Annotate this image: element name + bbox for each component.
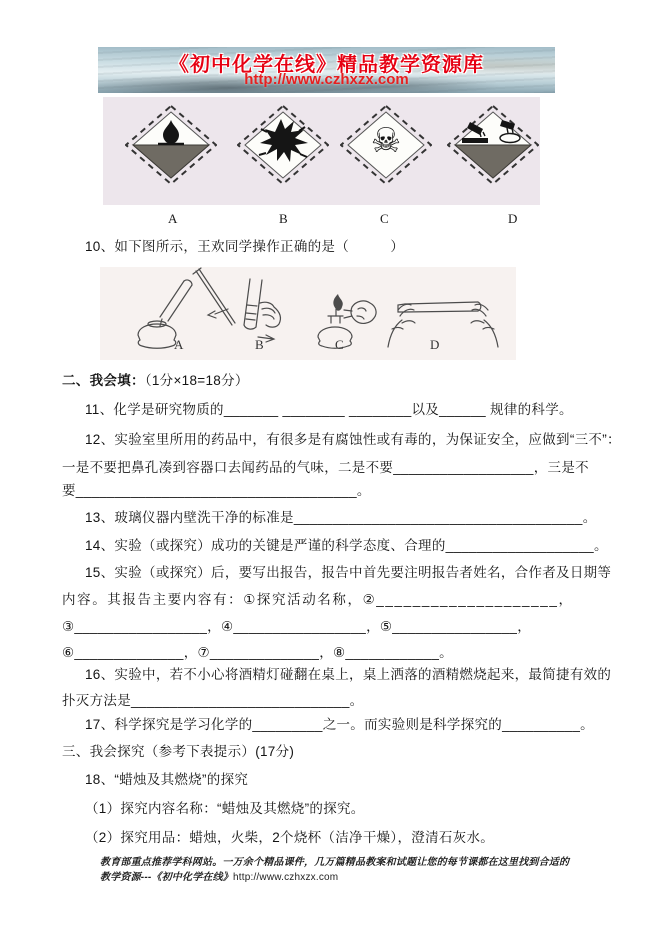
question-14-text: 14、实验（或探究）成功的关键是严谨的科学态度、合理的___________________。 <box>85 538 608 553</box>
hazard-label-d: D <box>508 211 518 226</box>
lab-operations-figure <box>100 267 516 360</box>
lab-label-d: D <box>430 337 440 352</box>
question-18-title: 18、“蜡烛及其燃烧”的探究 <box>85 772 249 787</box>
question-18-item-1: （1）探究内容名称：“蜡烛及其燃烧”的探究。 <box>85 801 365 816</box>
explosive-symbol-icon <box>237 105 329 185</box>
question-12-line-1: 12、实验室里所用的药品中，有很多是有腐蚀性或有毒的，为保证安全，应做到“三不”： <box>85 432 621 447</box>
question-15-line-3: ③_________________，④_________________，⑤________________， <box>62 619 532 634</box>
question-10-text: 10、如下图所示，王欢同学操作正确的是（ ） <box>85 239 405 254</box>
question-15-line-2: 内容。其报告主要内容有：①探究活动名称，②____________________， <box>62 592 574 607</box>
footer-line-2-text: 教学资源---《初中化学在线》 <box>100 872 233 883</box>
question-11-text: 11、化学是研究物质的_______ ________ ________以及______ 规律的科学。 <box>85 402 573 417</box>
banner-url-link[interactable]: http://www.czhxzx.com <box>244 71 409 88</box>
footer-line-1: 教育部重点推荐学科网站。一万余个精品课件，几万篇精品教案和试题让您的每节课都在这里找到合适的 <box>100 857 570 868</box>
site-banner <box>98 47 555 93</box>
corrosive-symbol-icon <box>447 105 539 185</box>
question-13-text: 13、玻璃仪器内壁洗干净的标准是_____________________________________。 <box>85 510 597 525</box>
footer-promo <box>100 855 580 885</box>
hazard-symbols-figure <box>103 97 540 205</box>
hazard-label-b: B <box>279 211 288 226</box>
section-3-heading: 三、我会探究（参考下表提示）(17分) <box>62 744 295 759</box>
lab-label-c: C <box>335 337 344 352</box>
question-15-line-1: 15、实验（或探究）后，要写出报告，报告中首先要注明报告者姓名，合作者及日期等 <box>85 565 612 580</box>
question-12-line-3: 要____________________________________。 <box>62 483 371 498</box>
svg-text:☠: ☠ <box>370 121 402 161</box>
hazard-label-c: C <box>380 211 389 226</box>
question-18-item-2: （2）探究用品：蜡烛，火柴，2个烧杯（洁净干燥），澄清石灰水。 <box>85 830 495 845</box>
toxic-symbol-icon <box>340 105 432 185</box>
question-12-line-2: 一是不要把鼻孔凑到容器口去闻药品的气味，二是不要__________________，三是不 <box>62 460 589 475</box>
lab-label-b: B <box>255 337 264 352</box>
section-2-heading <box>62 372 249 390</box>
question-17-text: 17、科学探究是学习化学的_________之一。而实验则是科学探究的__________。 <box>85 717 594 732</box>
section-2-title: 二、我会填： <box>62 373 145 388</box>
question-16-line-2: 扑灭方法是____________________________。 <box>62 693 364 708</box>
footer-url-link[interactable]: http://www.czhxzx.com <box>233 872 339 883</box>
hazard-label-a: A <box>168 211 178 226</box>
section-2-score: （1分×18=18分） <box>144 373 249 388</box>
flammable-symbol-icon <box>125 105 217 185</box>
question-15-line-4: ⑥______________，⑦______________，⑧____________。 <box>62 645 453 660</box>
banner-title: 《初中化学在线》精品教学资源库 <box>169 54 484 76</box>
question-16-line-1: 16、实验中，若不小心将酒精灯碰翻在桌上，桌上洒落的酒精燃烧起来，最简捷有效的 <box>85 667 612 682</box>
lab-label-a: A <box>174 337 184 352</box>
footer-line-2 <box>100 870 580 885</box>
lab-operations-drawing <box>100 267 516 360</box>
